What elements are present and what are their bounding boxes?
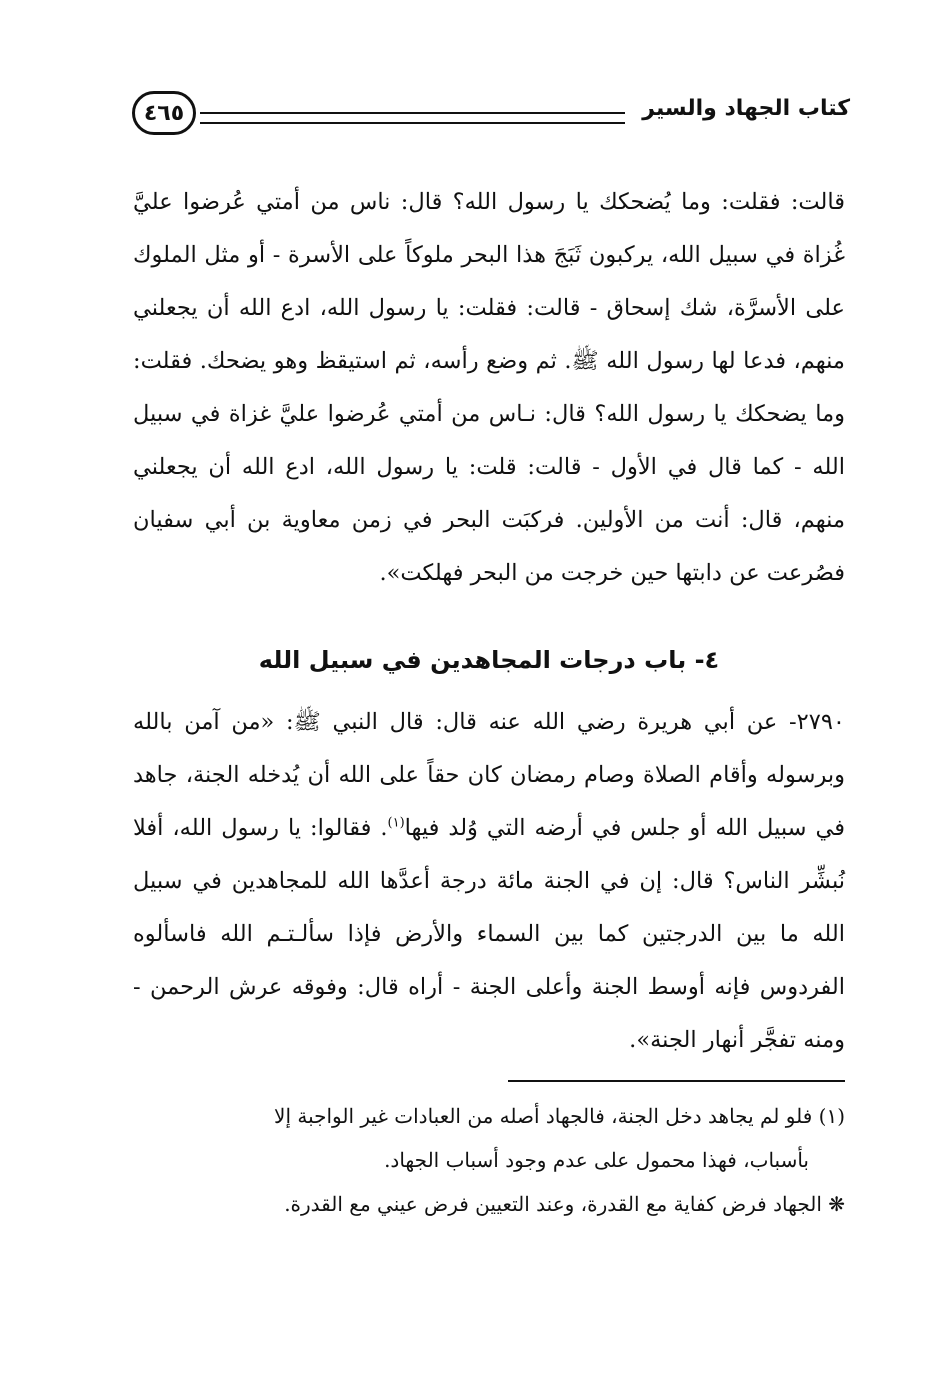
book-title: كتاب الجهاد والسير: [642, 96, 850, 121]
footnote-2: ❋ الجهاد فرض كفاية مع القدرة، وعند التعيين فرض عيني مع القدرة.: [284, 1192, 845, 1216]
hadith-text-part1: ٢٧٩٠- عن أبي هريرة رضي الله عنه قال: قال النبي ﷺ: «من آمن بالله وبرسوله وأقام الصلاة وصام رمضان كان حقاً على الله أن يُدخله الجنة، جاهد في سبيل الله أو جلس في أرضه التي وُلد فيها: [133, 709, 845, 841]
page-number-badge: ٤٦٥: [132, 91, 196, 135]
footnote-separator: [508, 1080, 845, 1082]
narration-continuation: [133, 176, 845, 600]
page-header: [130, 88, 850, 148]
footnotes: [133, 1094, 845, 1226]
narration-paragraph: قالت: فقلت: وما يُضحكك يا رسول الله؟ قال: ناس من أمتي عُرضوا عليَّ غُزاة في سبيل الله، يركبون ثَبَجَ هذا البحر ملوكاً على الأسرة - أو مثل الملوك على الأسرَّة، شك إسحاق - قالت: فقلت: يا رسول الله، ادع الله أن يجعلني منهم، فدعا لها رسول الله ﷺ. ثم وضع رأسه، ثم استيقظ وهو يضحك. فقلت: وما يضحكك يا رسول الله؟ قال: نـاس من أمتي عُرضوا عليَّ غزاة في سبيل الله - كما قال في الأول - قالت: قلت: يا رسول الله، ادع الله أن يجعلني منهم، قال: أنت من الأولين. فركبَت البحر في زمن معاوية بن أبي سفيان فصُرعت عن دابتها حين خرجت من البحر فهلكت».: [133, 189, 845, 586]
hadith-paragraph: [133, 696, 845, 1067]
footnote-reference[interactable]: (١): [387, 815, 405, 831]
chapter-heading: ٤- باب درجات المجاهدين في سبيل الله: [258, 646, 720, 674]
footnote-1-line1: (١) فلو لم يجاهد دخل الجنة، فالجهاد أصله من العبادات غير الواجبة إلا: [274, 1104, 845, 1128]
header-double-rule: [200, 112, 625, 124]
hadith-text-part2: . فقالوا: يا رسول الله، أفلا نُبشِّر الناس؟ قال: إن في الجنة مائة درجة أعدَّها الله للمجاهدين في سبيل الله ما بين الدرجتين كما بين السماء والأرض فإذا سألـتـم الله فاسألوه الفردوس فإنه أوسط الجنة وأعلى الجنة - أراه قال: وفوقه عرش الرحمن - ومنه تفجَّر أنهار الجنة».: [133, 815, 845, 1053]
footnote-1-line2: بأسباب، فهذا محمول على عدم وجود أسباب الجهاد.: [384, 1148, 809, 1172]
hadith-2790: [133, 696, 845, 1067]
